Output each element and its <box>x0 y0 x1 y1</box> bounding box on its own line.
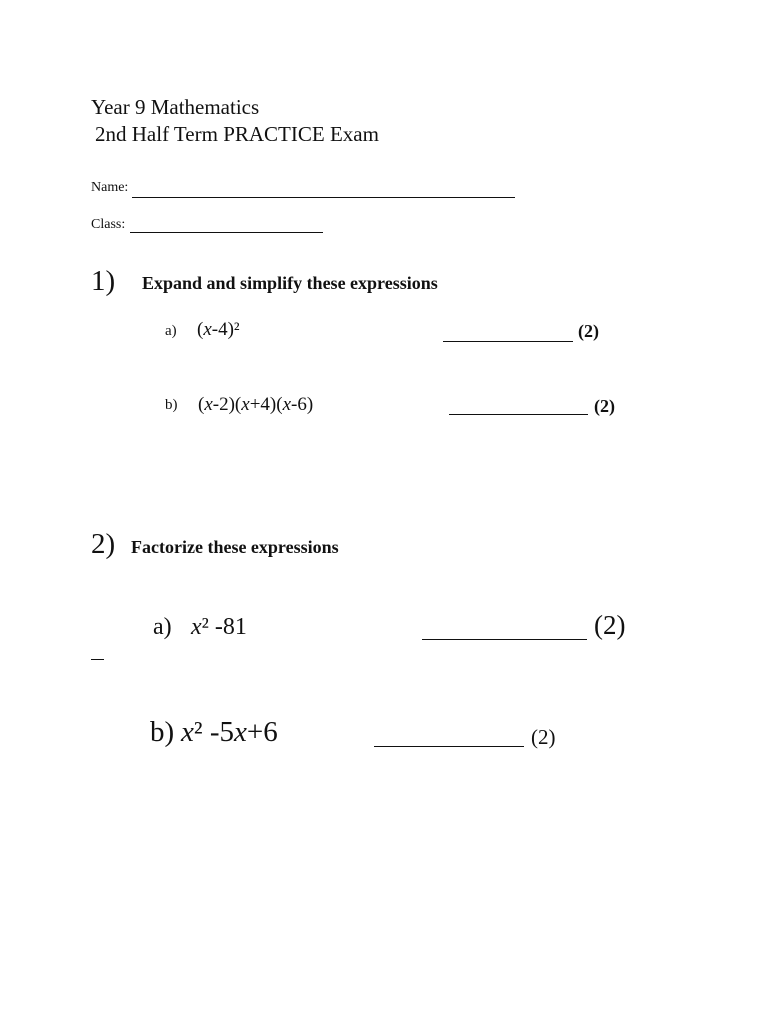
question-title: Expand and simplify these expressions <box>142 273 438 293</box>
part-expression: x² -81 <box>191 614 247 640</box>
part-expression: (x-2)(x+4)(x-6) <box>198 394 314 415</box>
stray-dash <box>91 659 104 660</box>
part-expression: x² -5x+6 <box>181 716 278 748</box>
name-answer-line[interactable] <box>132 197 515 198</box>
class-answer-line[interactable] <box>130 232 323 233</box>
class-label: Class: <box>91 217 126 232</box>
name-label: Name: <box>91 180 129 195</box>
question-title: Factorize these expressions <box>131 537 339 557</box>
answer-line[interactable] <box>443 341 573 342</box>
question-number: 1) <box>91 265 116 297</box>
exam-title: Year 9 Mathematics <box>91 95 260 119</box>
part-label: b) <box>165 397 178 413</box>
marks-label: (2) <box>578 321 599 341</box>
answer-line[interactable] <box>422 639 587 640</box>
part-label: a) <box>165 323 177 339</box>
part-label: b) <box>150 716 175 748</box>
exam-subtitle: 2nd Half Term PRACTICE Exam <box>95 122 379 146</box>
part-expression: (x-4)² <box>197 319 240 340</box>
answer-line[interactable] <box>449 414 588 415</box>
answer-line[interactable] <box>374 746 524 747</box>
marks-label: (2) <box>594 396 615 416</box>
marks-label: (2) <box>531 725 556 749</box>
part-label: a) <box>153 614 172 640</box>
marks-label: (2) <box>594 610 626 640</box>
question-number: 2) <box>91 528 116 560</box>
